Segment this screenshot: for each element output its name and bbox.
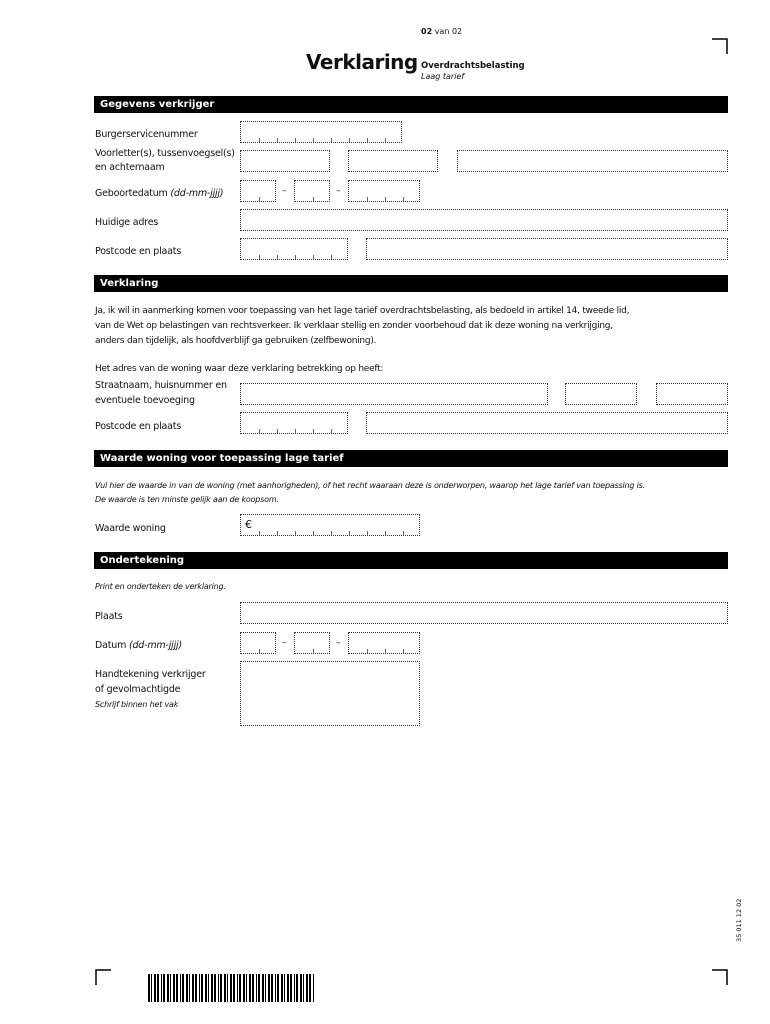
date-separator-2: – [336,186,341,196]
bsn-field[interactable] [240,121,402,143]
label-geboortedatum [95,186,223,201]
label-bsn: Burgerservicenummer [95,129,198,140]
postcode-field[interactable] [240,238,348,260]
label-adres: Huidige adres [95,217,159,228]
tussenvoegsel-field[interactable] [348,150,438,172]
verklaring-text-line-2: van de Wet op belastingen van rechtsverkeer. Ik verklaar stellig en zonder voorbehoud dat ik deze woning na verkrijging, [95,321,613,331]
label-waarde-woning: Waarde woning [95,523,166,534]
page-counter [421,27,462,36]
ondertekening-instructie: Print en onderteken de verklaring. [95,582,226,591]
datum-maand-field[interactable] [294,632,330,654]
verklaring-text-line-1: Ja, ik wil in aanmerking komen voor toepassing van het lage tarief overdrachtsbelasting, als bedoeld in artikel 14, tweede lid, [95,306,630,316]
label-naam-2: en achternaam [95,162,165,173]
label-datum-text: Datum [95,640,127,651]
woning-huisnummer-field[interactable] [565,383,637,405]
label-datum-format: (dd-mm-jjjj) [128,640,182,651]
waarde-text-line-2: De waarde is ten minste gelijk aan de koopsom. [95,495,279,504]
corner-mark-bottom-left [95,969,111,985]
voorletters-field[interactable] [240,150,330,172]
woning-straat-field[interactable] [240,383,548,405]
geboortedatum-maand-field[interactable] [294,180,330,202]
handtekening-field[interactable] [240,661,420,726]
label-handtekening-2: of gevolmachtigde [95,684,181,695]
label-straat-2: eventuele toevoeging [95,395,195,406]
section-header-verklaring: Verklaring [94,275,728,292]
datum-jaar-field[interactable] [348,632,420,654]
verklaring-text-line-4: Het adres van de woning waar deze verklaring betrekking op heeft: [95,364,384,374]
geboortedatum-jaar-field[interactable] [348,180,420,202]
achternaam-field[interactable] [457,150,728,172]
plaats-field[interactable] [366,238,728,260]
waarde-woning-field[interactable] [240,514,420,536]
datum-dag-field[interactable] [240,632,276,654]
verklaring-text-line-3: anders dan tijdelijk, als hoofdverblijf ga gebruiken (zelfbewoning). [95,336,377,346]
label-handtekening-3: Schrijf binnen het vak [95,700,179,709]
label-geboortedatum-text: Geboortedatum [95,188,168,199]
section-header-waarde: Waarde woning voor toepassing lage tarief [94,450,728,467]
section-header-gegevens: Gegevens verkrijger [94,96,728,113]
ondertekening-plaats-field[interactable] [240,602,728,624]
section-header-ondertekening: Ondertekening [94,552,728,569]
geboortedatum-dag-field[interactable] [240,180,276,202]
page-total: van 02 [434,27,463,36]
form-subtitle: Overdrachtsbelasting [421,61,525,71]
euro-icon: € [245,518,252,531]
label-plaats: Plaats [95,611,123,622]
label-handtekening-1: Handtekening verkrijger [95,669,206,680]
page-title: Verklaring [306,50,418,74]
huidige-adres-field[interactable] [240,209,728,231]
label-geboortedatum-format: (dd-mm-jjjj) [170,188,224,199]
label-naam-1: Voorletter(s), tussenvoegsel(s) [95,148,235,159]
form-subtitle-tarief: Laag tarief [421,72,465,81]
label-postcode-woning: Postcode en plaats [95,421,182,432]
woning-postcode-field[interactable] [240,412,348,434]
woning-toevoeging-field[interactable] [656,383,728,405]
label-straat-1: Straatnaam, huisnummer en [95,380,227,391]
barcode [148,974,316,1002]
waarde-text-line-1: Vul hier de waarde in van de woning (met aanhorigheden), of het recht waaraan deze is onderworpen, waarop het lage tarief van toepassing is. [95,481,645,490]
date-separator-1: – [282,186,287,196]
label-postcode: Postcode en plaats [95,246,182,257]
woning-plaats-field[interactable] [366,412,728,434]
form-code: 35 011 12 02 [735,898,743,942]
page-number: 02 [421,27,433,36]
corner-mark-bottom-right [712,969,728,985]
label-datum [95,638,182,653]
date-separator-4: – [336,638,341,648]
corner-mark-top-right [712,38,728,54]
date-separator-3: – [282,638,287,648]
